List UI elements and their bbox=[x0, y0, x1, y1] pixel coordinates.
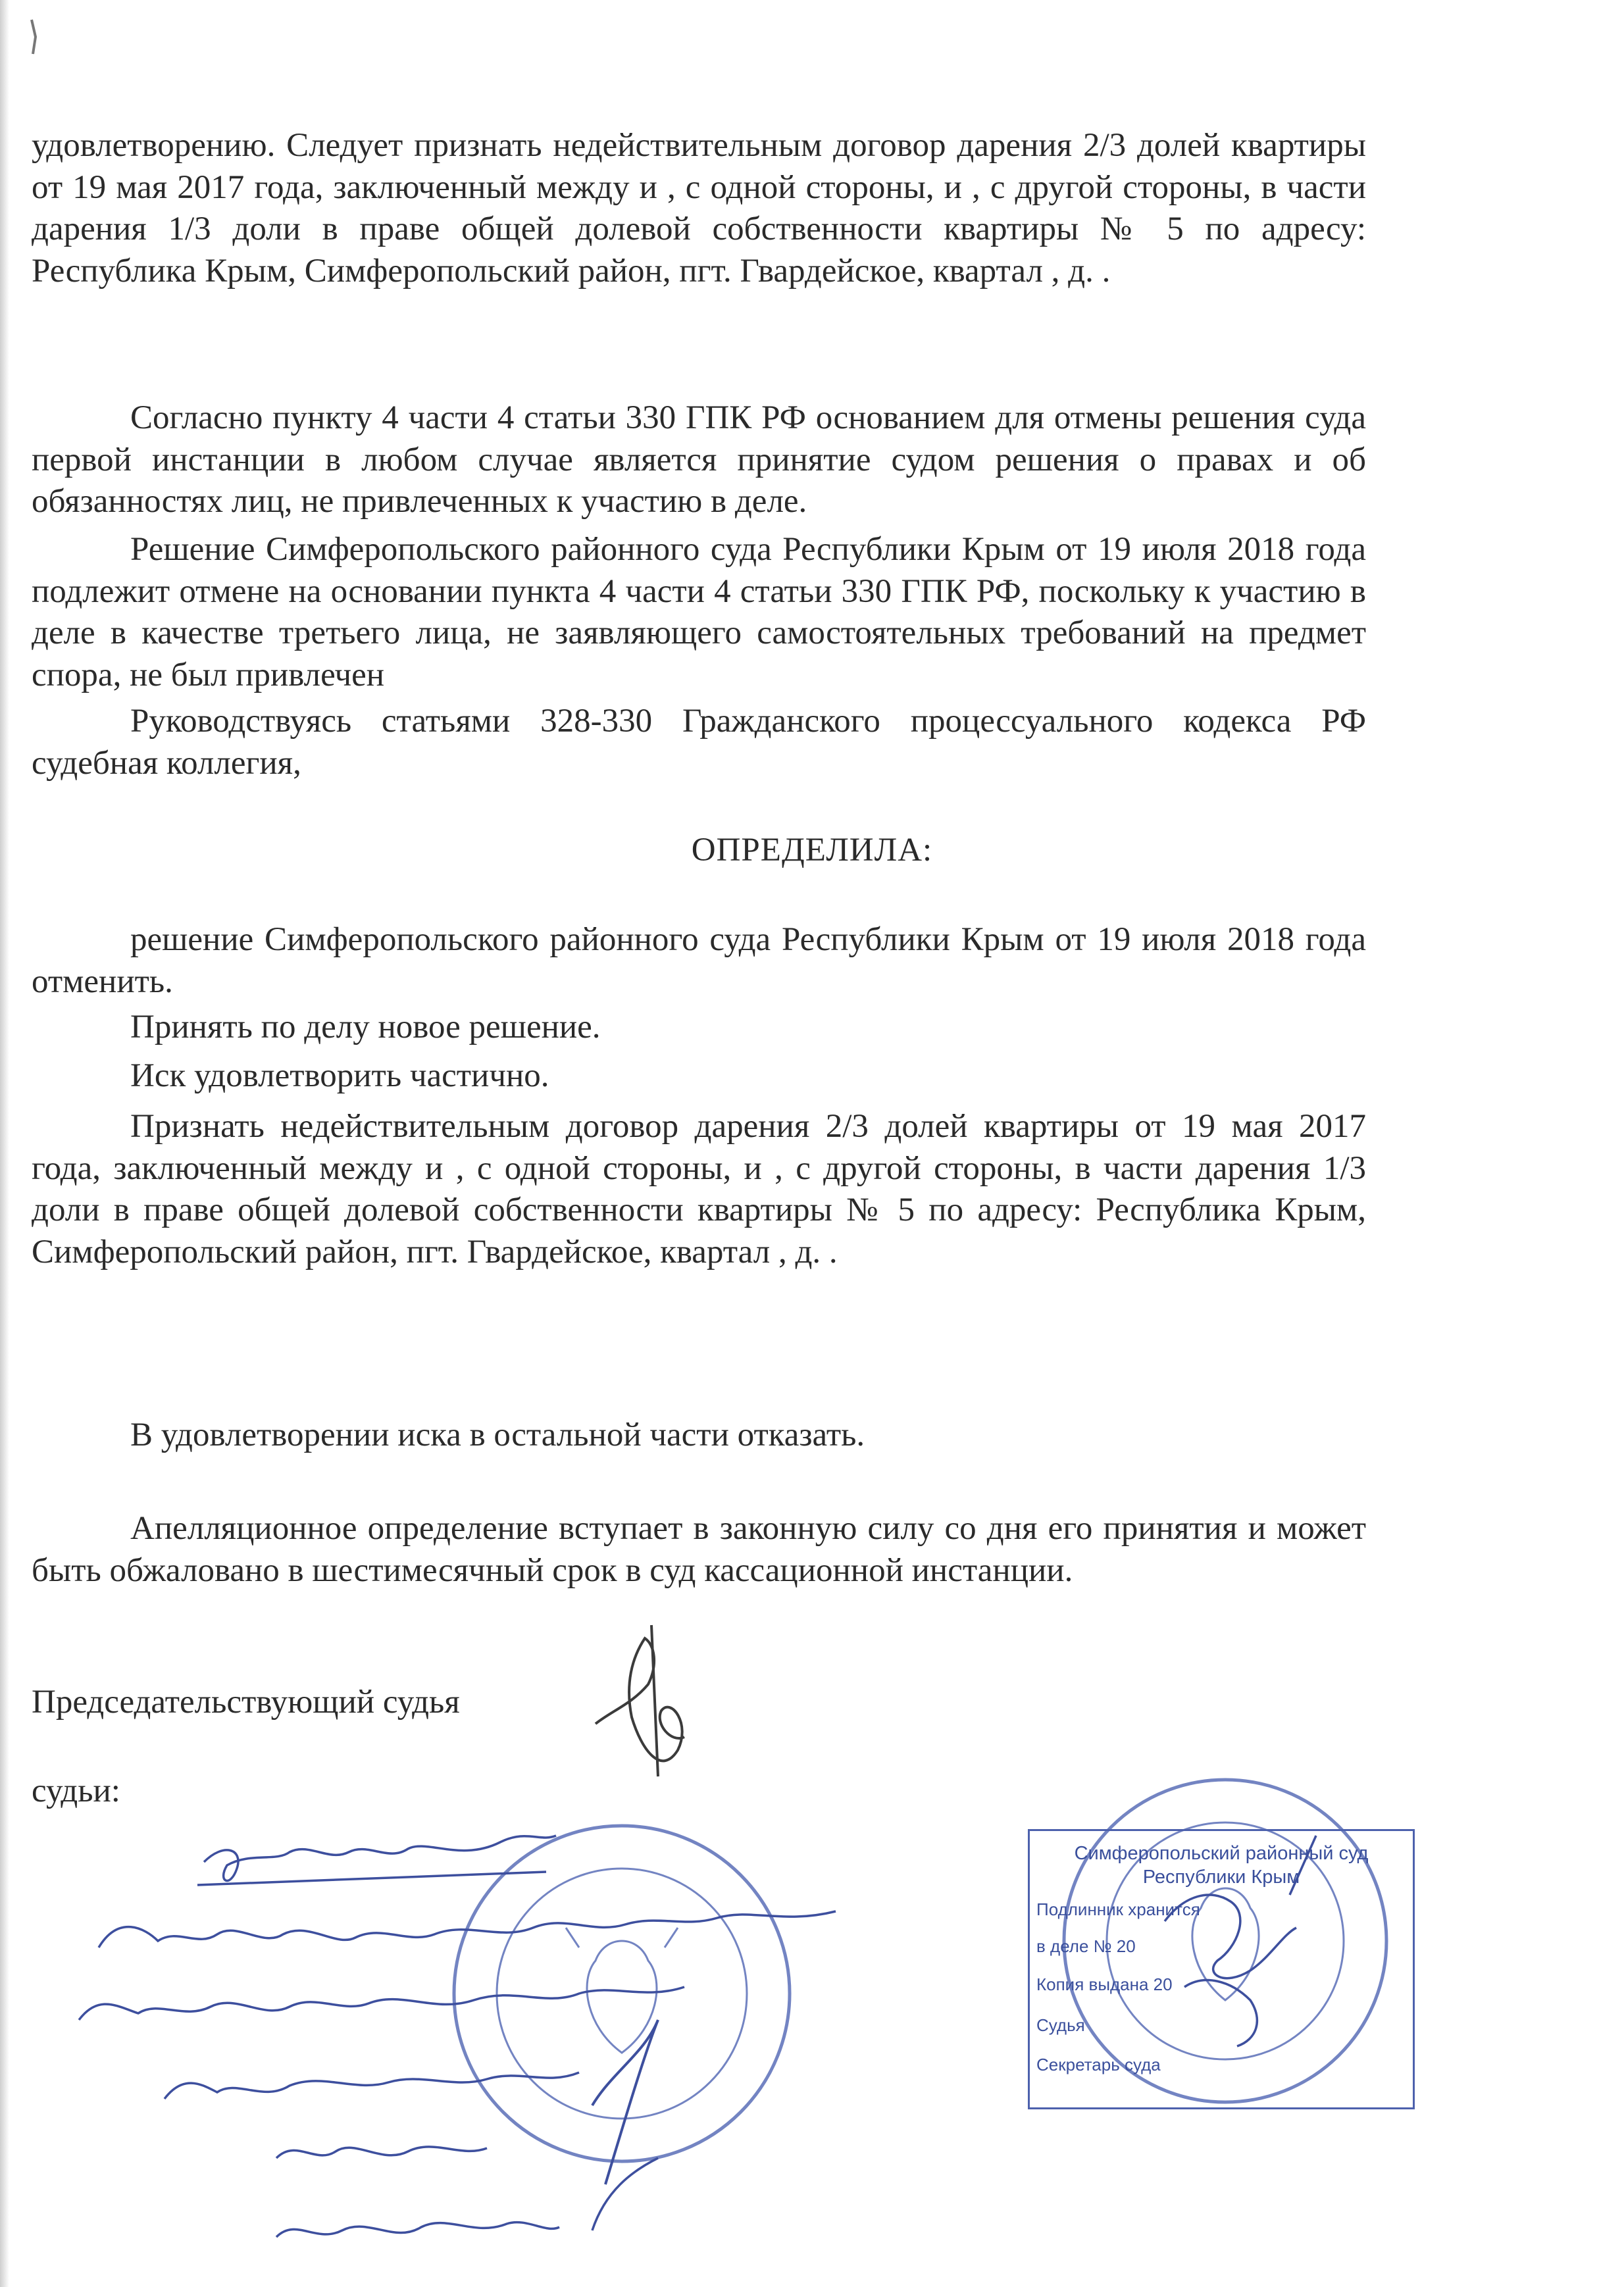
ruling-item-reject-rest: В удовлетворении иска в остальной части отказать. bbox=[130, 1417, 865, 1453]
ruling-item-contract-invalid: Признать недействительным договор дарения 2/3 долей квартиры от 19 мая 2017 года, заключенный между и , с одной стороны, и , с другой стороны, в части дарения 1/3 доли в праве общей долевой собственности квартиры № 5 по адресу: Республика Крым, Симферопольский район, пгт. Гвардейское, квартал , д. . bbox=[32, 1108, 1366, 1270]
judges-label: судьи: bbox=[32, 1772, 120, 1809]
handwritten-certification bbox=[79, 1836, 836, 2237]
court-stamp-box bbox=[1028, 1829, 1415, 2109]
stamp-line-copy-issued: Копия выдана 20 bbox=[1036, 1974, 1173, 1994]
stamp-region: Республики Крым bbox=[1142, 1867, 1300, 1888]
stamp-line-secretary: Секретарь суда bbox=[1036, 2055, 1161, 2074]
ruling-item-claim-partial: Иск удовлетворить частично. bbox=[130, 1057, 549, 1094]
presiding-judge-label: Председательствующий судья bbox=[32, 1684, 460, 1721]
stamp-court-name: Симферопольский районный суд bbox=[1074, 1843, 1369, 1864]
presiding-judge-signature bbox=[596, 1625, 684, 1776]
ruling-item-new-decision: Принять по делу новое решение. bbox=[130, 1009, 601, 1045]
ruling-item-cancel: решение Симферопольского районного суда Республики Крым от 19 июля 2018 года отменить. bbox=[32, 921, 1366, 1000]
stamp-line-original: Подлинник хранится bbox=[1036, 1899, 1200, 1919]
left-court-seal bbox=[454, 1826, 790, 2161]
stamp-line-case: в деле № 20 bbox=[1036, 1936, 1136, 1956]
paragraph-guided-by: Руководствуясь статьями 328-330 Гражданского процессуального кодекса РФ судебная коллегия, bbox=[32, 703, 1366, 782]
closing-paragraph: Апелляционное определение вступает в законную силу со дня его принятия и может быть обжаловано в шестимесячный срок в суд кассационной инстанции. bbox=[32, 1510, 1366, 1589]
paragraph-decision-cancel: Решение Симферопольского районного суда Республики Крым от 19 июля 2018 года подлежит отмене на основании пункта 4 части 4 статьи 330 ГПК РФ, поскольку к участию в деле в качестве третьего лица, не заявляющего самостоятельных требований на предмет спора, не был привлечен bbox=[32, 531, 1366, 693]
paragraph-article-330: Согласно пункту 4 части 4 статьи 330 ГПК РФ основанием для отмены решения суда первой инстанции в любом случае является принятие судом решения о правах и об обязанностях лиц, не привлеченных к участию в деле. bbox=[32, 399, 1366, 520]
paragraph-contract-invalid: удовлетворению. Следует признать недействительным договор дарения 2/3 долей квартиры от 19 мая 2017 года, заключенный между и , с одной стороны, и , с другой стороны, в части дарения 1/3 доли в праве общей долевой собственности квартиры № 5 по адресу: Республика Крым, Симферопольский район, пгт. Гвардейское, квартал , д. . bbox=[32, 127, 1366, 289]
stamp-line-judge: Судья bbox=[1036, 2015, 1085, 2035]
ruling-heading: ОПРЕДЕЛИЛА: bbox=[691, 832, 933, 868]
